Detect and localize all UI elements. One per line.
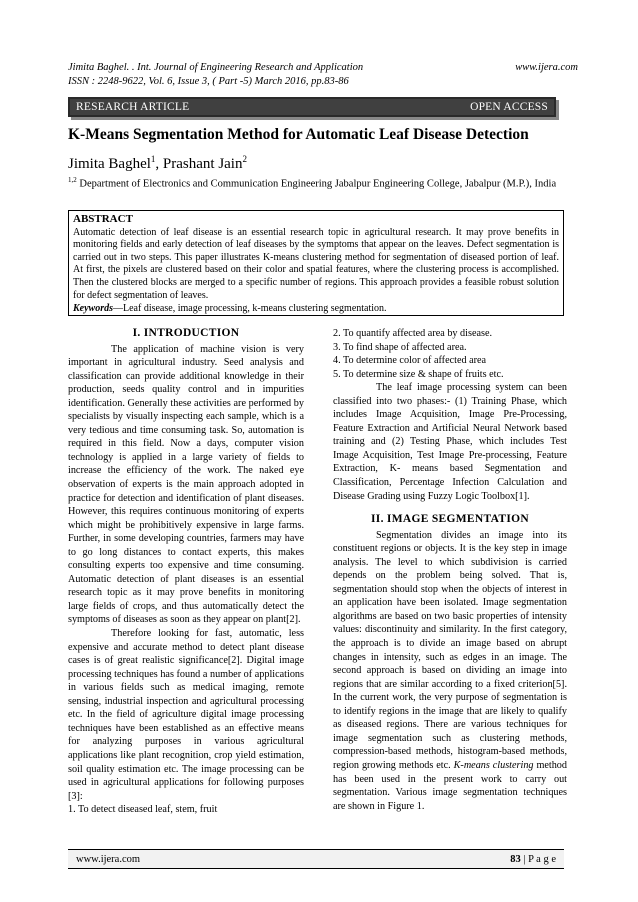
section-heading-image-segmentation: II. IMAGE SEGMENTATION bbox=[371, 513, 529, 526]
open-access-label: OPEN ACCESS bbox=[470, 101, 548, 113]
abstract-heading: ABSTRACT bbox=[73, 213, 133, 225]
list-item: 5. To determine size & shape of fruits etc. bbox=[333, 368, 504, 380]
paper-title: K-Means Segmentation Method for Automatic Leaf Disease Detection bbox=[68, 126, 529, 143]
author-separator: , bbox=[155, 156, 163, 172]
paragraph: Therefore looking for fast, automatic, less expensive and accurate method to detect plant disease cases is of great realistic significance[2]. Digital image processing techniques has found a number of applications in various fields such as medical imaging, remote sensing, industrial inspection and agricultural processing etc. In the field of agriculture digital image processing techniques have been established as an effective means for analyzing purposes in various agricultural applications like plant recognition, crop yield estimation, soil quality estimation etc. The image processing can be used in agricultural applications for following purposes [3]: bbox=[68, 628, 304, 802]
keywords bbox=[73, 303, 559, 316]
author-affil-mark: 2 bbox=[242, 154, 247, 164]
emphasis-text: K-means clustering bbox=[453, 759, 534, 771]
paragraph bbox=[333, 529, 567, 813]
author-list bbox=[68, 154, 247, 173]
affiliation bbox=[68, 174, 562, 191]
section-heading-introduction: I. INTRODUCTION bbox=[132, 327, 240, 339]
paragraph-text: Segmentation divides an image into its constituent regions or objects. It is the key step in image analysis. The level to which subdivision is carried depends on the problem being solved. That is, segmentation should stop when the objects of interest in an application have been isolated. Image segmentation algorithms are based on two basic properties of intensity values: discontinuity and similarity. In the first category, the approach is to divide an image based on abrupt changes in intensity, such as edges in an image. The second approach is based on dividing an image into regions that are similar according to a fixed criterion[5]. In the current work, the very purpose of segmentation is to identify regions in the image that are likely to qualify as diseased regions. There are various techniques for image segmentation such as clustering methods, compression-based methods, histogram-based methods, region growing methods etc. bbox=[333, 529, 567, 771]
author-name: Jimita Baghel bbox=[68, 156, 151, 172]
running-header bbox=[68, 61, 578, 89]
right-column bbox=[333, 327, 567, 813]
keywords-text: —Leaf disease, image processing, k-means clustering segmentation. bbox=[113, 303, 387, 315]
journal-citation: Jimita Baghel. . Int. Journal of Engineering Research and Application bbox=[68, 62, 364, 73]
list-item: 4. To determine color of affected area bbox=[333, 355, 487, 367]
author-affil-mark: 1 bbox=[150, 154, 156, 164]
affiliation-text: Department of Electronics and Communication Engineering Jabalpur Engineering College, Jabalpur (M.P.), India bbox=[76, 178, 557, 190]
page-label: | P a g e bbox=[520, 853, 556, 865]
paragraph-text: method has been used in the present work to carry out segmentation. Various image segmentation techniques are shown in Figure 1. bbox=[333, 759, 567, 812]
affiliation-mark: 1,2 bbox=[68, 176, 77, 184]
abstract-box bbox=[68, 210, 564, 316]
paragraph: The application of machine vision is very important in agricultural industry. Seed analysis and classification can provide additional knowledge in their production, seeds quality control and in impurities identification. Generally these activities are performed by specialists by visually inspecting each sample, which is a very tedious and time consuming task. So, automation is required in this field. Now a days, computer vision technology is applied in a large variety of fields to increase the efficiency of the work. The naked eye observation of experts is the main approach adopted in practice for detection and identification of plant diseases. However, this requires continuous monitoring of experts which might be prohibitively expensive in large farms. Further, in some developing countries, farmers may have to go long distances to contact experts, this makes consulting experts too expensive and time consuming. Automatic detection of plant diseases is an essential research topic as it may prove benefits in monitoring large fields of crops, and thus automatically detect the symptoms of diseases as soon as they appear on plant[2]. bbox=[68, 343, 304, 626]
abstract-body: Automatic detection of leaf disease is an essential research topic in agricultural research. It may prove benefits in monitoring fields and early detection of leaf diseases by the symptoms that appear on the leaves. Defect segmentation is carried out in two steps. This paper illustrates K-means clustering method for segmentation of diseased portion of leaf. At first, the pixels are clustered based on their color and spatial features, where the clustering process is accomplished. Then the clustered blocks are merged to a specific number of regions. This approach provides a feasible robust solution for defect segmentation of leaves. bbox=[73, 226, 559, 301]
article-type-banner bbox=[68, 97, 556, 117]
page-number bbox=[510, 854, 556, 865]
paragraph: The leaf image processing system can been classified into two phases:- (1) Training Phase, which includes Image Acquisition, Image Pre-Processing, Feature Extraction and Artificial Neural Network based training and (2) Testing Phase, which includes Test Image Acquisition, Test Image Pre-processing, Feature Extraction, K- means based Segmentation and Classification, Percentage Infection Calculation and Disease Grading using Fuzzy Logic Toolbox[1]. bbox=[333, 382, 567, 502]
page-footer bbox=[68, 849, 564, 869]
section-gap bbox=[333, 503, 567, 513]
research-article-label: RESEARCH ARTICLE bbox=[76, 101, 190, 113]
footer-website[interactable]: www.ijera.com bbox=[76, 853, 141, 865]
list-item: 2. To quantify affected area by disease. bbox=[333, 328, 493, 339]
page-number-value: 83 bbox=[510, 853, 521, 865]
list-item: 1. To detect diseased leaf, stem, fruit bbox=[68, 804, 218, 816]
author-name: Prashant Jain bbox=[162, 156, 243, 172]
left-column bbox=[68, 327, 304, 817]
issn-line: ISSN : 2248-9622, Vol. 6, Issue 3, ( Part -5) March 2016, pp.83-86 bbox=[68, 76, 349, 87]
journal-website[interactable]: www.ijera.com bbox=[515, 62, 578, 73]
keywords-label: Keywords bbox=[73, 303, 113, 315]
list-item: 3. To find shape of affected area. bbox=[333, 341, 467, 353]
